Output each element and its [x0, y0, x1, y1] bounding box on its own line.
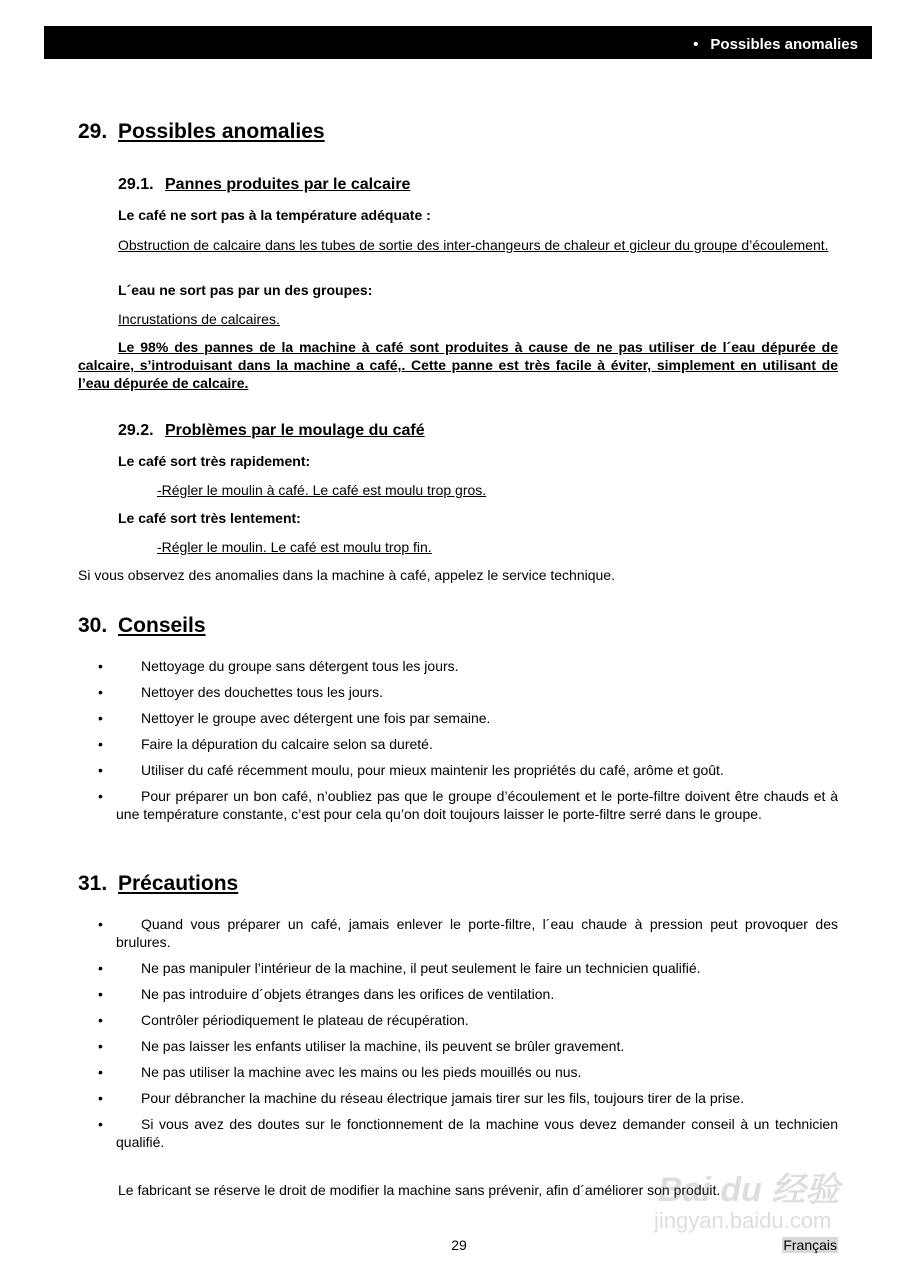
header-title [693, 36, 858, 53]
subsection-title: Problèmes par le moulage du café [165, 422, 425, 439]
section-number: 31. [78, 872, 108, 895]
problem-label: Le café ne sort pas à la température adéquate : [118, 207, 431, 223]
bullet-icon: • [98, 658, 103, 674]
subsection-number: 29.1. [118, 176, 154, 193]
section-31-heading [78, 872, 238, 896]
bullet-icon: • [98, 736, 103, 752]
answer-text: Obstruction de calcaire dans les tubes de sortie des inter-changeurs de chaleur et gicleur du groupe d’écoulement. [118, 237, 829, 253]
bullet-icon: • [98, 1038, 103, 1054]
watermark-brand: Bai du 经验 [658, 1171, 840, 1209]
problem-label: Le café sort très lentement: [118, 510, 301, 526]
section-29-heading [78, 120, 325, 144]
section-title: Conseils [118, 614, 206, 637]
disclaimer: Le fabricant se réserve le droit de modifier la machine sans prévenir, afin d´améliorer son produit. [118, 1182, 721, 1198]
bullet-icon: • [98, 1116, 103, 1132]
list-item: • Ne pas manipuler l’intérieur de la machine, il peut seulement le faire un technicien qualifié. [98, 960, 701, 976]
bullet-icon: • [98, 710, 103, 726]
bullet-icon: • [98, 1064, 103, 1080]
bullet-icon: • [98, 986, 103, 1002]
list-item: • Pour préparer un bon café, n’oubliez pas que le groupe d’écoulement et le porte-filtre doivent être chauds et à une température constante, c’est pour cela qu’on doit toujours laisser le porte-filtre serré dans le groupe. [98, 788, 838, 822]
section-number: 30. [78, 614, 108, 637]
calcaire-warning [78, 338, 838, 392]
warning-text: Le 98% des pannes de la machine à café sont produites à cause de ne pas utiliser de l´eau dépurée de calcaire, s’introduisant dans la machine a café,. Cette panne est très facile à éviter, simplement en utilisant de l’eau dépurée de calcaire. [78, 339, 838, 391]
subsection-29-2-heading [118, 422, 425, 440]
baidu-watermark [640, 1150, 870, 1245]
list-item: • Contrôler périodiquement le plateau de récupération. [98, 1012, 469, 1028]
section-number: 29. [78, 120, 108, 143]
page-number: 29 [451, 1237, 467, 1253]
subsection-title: Pannes produites par le calcaire [165, 176, 411, 193]
section-title: Précautions [118, 872, 239, 895]
header-bar [44, 26, 872, 59]
service-note: Si vous observez des anomalies dans la machine à café, appelez le service technique. [78, 567, 615, 583]
list-item: • Nettoyer le groupe avec détergent une fois par semaine. [98, 710, 491, 726]
problem-label: Le café sort très rapidement: [118, 453, 311, 469]
section-title: Possibles anomalies [118, 120, 325, 143]
bullet-icon: • [98, 762, 103, 778]
problem-answer: Incrustations de calcaires. [118, 311, 280, 327]
section-30-heading [78, 614, 206, 638]
problem-label: L´eau ne sort pas par un des groupes: [118, 282, 373, 298]
bullet-icon: • [693, 36, 699, 53]
problem-answer: -Régler le moulin à café. Le café est moulu trop gros. [157, 482, 487, 498]
problem-answer [78, 236, 838, 254]
list-item: • Si vous avez des doutes sur le fonctionnement de la machine vous devez demander conseil à un technicien qualifié. [98, 1116, 838, 1150]
language-label: Français [783, 1237, 837, 1253]
bullet-icon: • [98, 960, 103, 976]
header-title-text: Possibles anomalies [710, 36, 858, 53]
conseils-list [98, 657, 838, 823]
list-item: • Nettoyer des douchettes tous les jours. [98, 684, 384, 700]
list-item: • Quand vous préparer un café, jamais enlever le porte-filtre, l´eau chaude à pression peut provoquer des brulures. [98, 916, 838, 950]
watermark-url: jingyan.baidu.com [654, 1208, 832, 1233]
subsection-29-1-heading [118, 176, 410, 194]
precautions-list [98, 915, 838, 1151]
list-item: • Nettoyage du groupe sans détergent tous les jours. [98, 658, 459, 674]
list-item: • Ne pas utiliser la machine avec les mains ou les pieds mouillés ou nus. [98, 1064, 582, 1080]
list-item: • Ne pas introduire d´objets étranges dans les orifices de ventilation. [98, 986, 555, 1002]
list-item: • Pour débrancher la machine du réseau électrique jamais tirer sur les fils, toujours tirer de la prise. [98, 1090, 745, 1106]
bullet-icon: • [98, 788, 103, 804]
list-item: • Faire la dépuration du calcaire selon sa dureté. [98, 736, 433, 752]
subsection-number: 29.2. [118, 422, 154, 439]
problem-answer: -Régler le moulin. Le café est moulu trop fin. [157, 539, 432, 555]
bullet-icon: • [98, 1090, 103, 1106]
bullet-icon: • [98, 684, 103, 700]
list-item: • Ne pas laisser les enfants utiliser la machine, ils peuvent se brûler gravement. [98, 1038, 625, 1054]
bullet-icon: • [98, 916, 103, 932]
bullet-icon: • [98, 1012, 103, 1028]
list-item: • Utiliser du café récemment moulu, pour mieux maintenir les propriétés du café, arôme et goût. [98, 762, 724, 778]
